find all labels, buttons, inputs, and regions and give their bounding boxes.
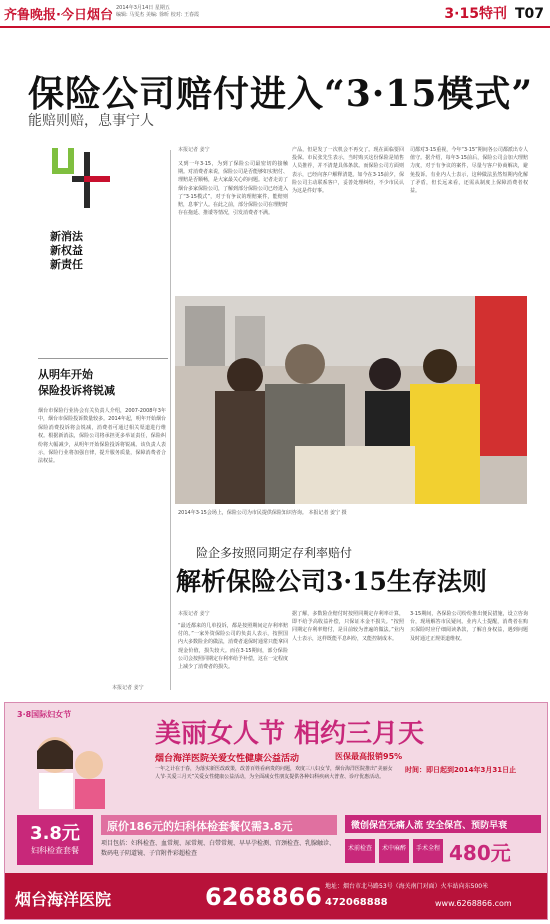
section-label bbox=[444, 3, 544, 23]
article2-title: 解析保险公司3·15生存法则 bbox=[176, 567, 487, 596]
ad-subtitle: 一年之计在于春，为落实新医改政策，改善百姓看病贵的问题，欢度三八妇女节，烟台海洋医院推出“美丽女人节·关爱三月天”关爱女性健康公益活动，为全面减女性朋友提供各种妇科疾病大普查、诊疗优惠活动。 bbox=[155, 766, 393, 780]
article1-col3: 司都对3·15重视，今年“3·15”期间各公司都派出专人值守。据介绍，每年3·15前后，保险公司会加大理赔力度，对于有争议的案件，尽量与客户协商解决，避免投诉。有业内人士表示，这种做法虽然短期内化解了矛盾，但长远来看，还需从制度上保障消费者权益。 bbox=[410, 147, 528, 195]
price-amount: 3.8元 bbox=[30, 823, 80, 844]
hospital-advertisement[interactable] bbox=[4, 702, 548, 920]
main-headline: 保险公司赔付进入“3·15模式” bbox=[28, 73, 534, 115]
sidebar-slogan bbox=[50, 230, 83, 272]
slogan-line: 新权益 bbox=[50, 244, 83, 257]
slogan-line: 新消法 bbox=[50, 230, 83, 243]
ad-hotline-note: 医保最高报销95% bbox=[335, 752, 403, 761]
title-line: 从明年开始 bbox=[38, 368, 93, 381]
hospital-website[interactable]: www.6268866.com bbox=[435, 899, 512, 908]
offer-title: 原价186元的妇科体检套餐仅需3.8元 bbox=[101, 815, 337, 835]
news-photo bbox=[175, 296, 527, 504]
divider bbox=[38, 358, 168, 359]
article1-col2: 产品，但是发了一次机会不再交了。现在面临要回投保。市民张先生表示，当时购买这份保险是销售人员推荐，并不清楚具体条款。而保险公司方面则表示，已经向客户解释清楚。如今在3·15前夕，保险公司主动联系客户，妥善处理纠纷，不少市民认为这是件好事。 bbox=[292, 147, 404, 195]
issue-date: 2014年3月14日 星期五 bbox=[116, 5, 170, 11]
issue-editors: 编辑: 马雯杰 美编: 徐昕 校对: 王春霞 bbox=[116, 12, 200, 18]
article2-col3: 3·15期间，各保险公司纷纷推出便民措施，设立咨询台，现场解答市民疑问。业内人士提醒，消费者在购买保险时应仔细阅读条款，了解自身权益，遇到问题及时通过正规渠道维权。 bbox=[410, 611, 528, 642]
price-label: 妇科检查套餐 bbox=[31, 846, 79, 855]
surgery-tag: 术前检查 bbox=[345, 839, 375, 863]
article2-col2: 据了解，多数险企赔付时按照同期定存利率计算，即不给予高收益补偿，只保证本金不损失。“按照同期定存利率赔付，是目前较为普遍的做法。”业内人士表示，这样既能平息纠纷，又能控制成本。 bbox=[292, 611, 404, 642]
offer-items: 项目包括：妇科检查、血常规、尿常规、白带常规、早早孕检测、宫颈检查、乳腺触诊、数码电子阴道镜、子宫附件彩超检查 bbox=[101, 840, 336, 857]
surgery-tag: 术中麻醉 bbox=[379, 839, 409, 863]
hospital-hotline[interactable]: 472068888 bbox=[325, 897, 388, 908]
ad-headline: 美丽女人节 相约三月天 bbox=[155, 719, 425, 749]
hospital-address: 地址：烟台市北马路53号（海关南门对面）火车站向东500米 bbox=[325, 883, 489, 890]
paper-name: 齐鲁晚报·今日烟台 bbox=[4, 8, 113, 23]
article2-kicker: 险企多按照同期定存利率赔付 bbox=[196, 546, 353, 560]
ad-event: 烟台海洋医院关爱女性健康公益活动 bbox=[155, 754, 300, 764]
article2-col1: “最近都来的几单投诉，都是按照期间定存利率赔付的。”一家外资保险公司的负责人表示，按照国内大多数险企的做法，消费者退保时通常只能拿回现金价值，损失较大。而在3·15期间，部分保险公司会按照同期定存利率给予补偿，这在一定程度上减少了消费者的损失。 bbox=[178, 623, 289, 671]
surgery-title: 微创保宫无痛人流 安全保宫、预防早衰 bbox=[345, 815, 541, 833]
surgery-tag: 手术全程 bbox=[413, 839, 443, 863]
column-divider bbox=[170, 150, 171, 690]
main-subhead: 能赔则赔，息事宁人 bbox=[28, 113, 154, 129]
surgery-price: 480元 bbox=[449, 841, 511, 865]
section-name: 3·15特刊 bbox=[444, 6, 507, 22]
hospital-name: 烟台海洋医院 bbox=[15, 890, 112, 909]
article1-byline: 本报记者 姜宁 bbox=[178, 147, 210, 153]
article2-byline: 本报记者 姜宁 bbox=[178, 611, 210, 617]
sidebar-article-title bbox=[38, 367, 115, 399]
hospital-phone[interactable]: 6268866 bbox=[205, 883, 322, 911]
sidebar-article-body: 烟台市保险行业协会有关负责人介绍，2007-2008年3年中，烟台市保险投诉数量较多。2014年起，明年开始烟台保险消费投诉将会锐减，消费者可通过相关渠道进行维权。根据新消法，保险公司将承担更多举证责任，保险纠纷将大幅减少，从明年开始保险投诉将锐减。该负责人表示，保险行业将加强自律，提升服务质量，保障消费者合法权益。 bbox=[38, 408, 166, 465]
article1-col1: 又到一年3·15，为到了保险公司最密切的接触期。对消费者来说，保险公司是否能够如实赔付、理赔是否顺畅，是大家最关心的问题。记者走访了烟台多家保险公司，了解到部分保险公司已经进入了“3·15模式”，对于有争议的理赔案件，能赔则赔，息事宁人。在此之前，部分保险公司在理赔时存在拖延、推诿等情况，引发消费者不满。 bbox=[178, 161, 289, 217]
sidebar-byline: 本报记者 姜宁 bbox=[112, 685, 144, 691]
hospital-contact-band bbox=[5, 873, 548, 920]
woman-smiling-icon bbox=[25, 729, 115, 809]
issue-meta bbox=[116, 5, 236, 19]
page-number: T07 bbox=[514, 6, 544, 22]
title-line: 保险投诉将锐减 bbox=[38, 384, 115, 397]
masthead bbox=[0, 0, 550, 28]
festival-badge: 3·8国际妇女节 bbox=[17, 710, 72, 719]
ad-period: 时间：即日起到2014年3月31日止 bbox=[405, 766, 517, 774]
slogan-line: 新责任 bbox=[50, 258, 83, 271]
photo-caption: 2014年3·15会场上，保险公司为市民提供保险知识咨询。 本报记者 姜宁 摄 bbox=[178, 510, 347, 516]
consultation-photo-icon bbox=[175, 296, 527, 504]
price-badge bbox=[17, 815, 93, 865]
3-15-logo-icon bbox=[52, 148, 110, 210]
